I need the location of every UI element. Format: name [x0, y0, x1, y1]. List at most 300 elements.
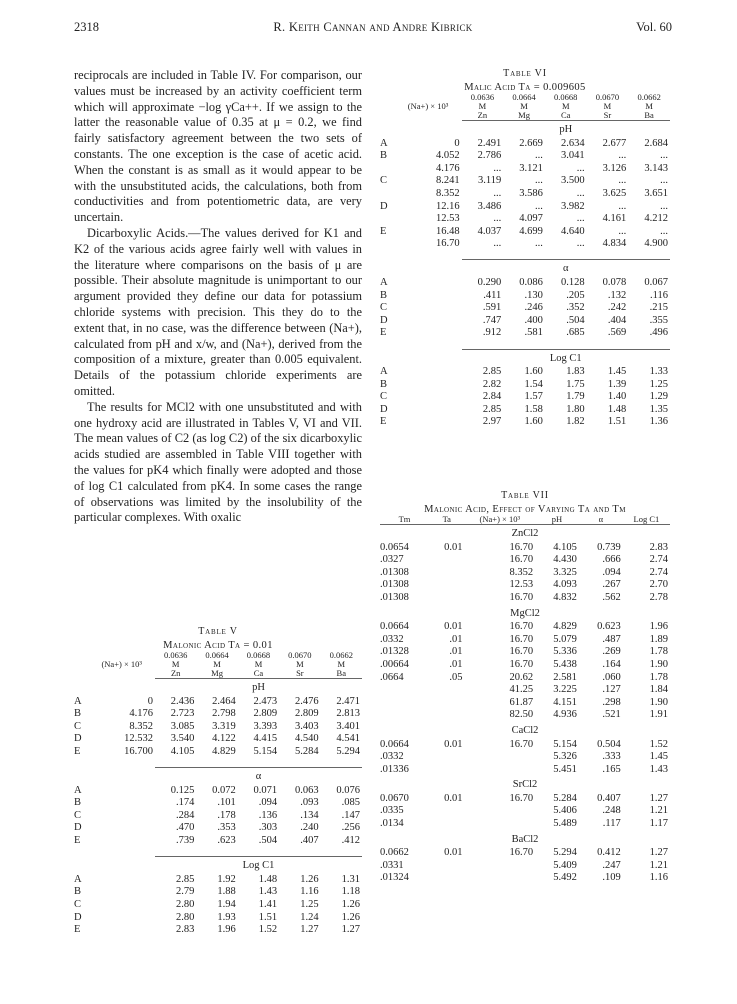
na-value [88, 835, 155, 848]
column-header [238, 651, 279, 679]
table-row [380, 213, 670, 226]
cell-value: 16.70 [509, 646, 534, 658]
table-row [380, 709, 670, 722]
table-row [380, 554, 670, 567]
cell-value: .01 [449, 658, 463, 670]
cell-value: 1.89 [649, 633, 668, 645]
cell-value: 1.83 [566, 366, 585, 378]
column-conc: 0.0664 [512, 92, 536, 102]
cell-value: 1.54 [524, 378, 543, 390]
cell-value: 5.406 [553, 805, 577, 817]
table-row [380, 391, 670, 404]
na-value: 12.16 [435, 200, 460, 212]
section-label: α [462, 260, 670, 277]
row-label: E [74, 745, 81, 757]
blank [74, 768, 88, 785]
na-value [394, 327, 461, 340]
column-header: Tm [380, 515, 429, 525]
column-metal: Mg [211, 668, 223, 678]
cell-value: 2.471 [336, 695, 360, 707]
cell-value: 2.809 [294, 708, 319, 720]
table-row [380, 315, 670, 328]
row-label: B [74, 886, 82, 898]
na-value: 16.48 [435, 225, 460, 237]
salt-label: CaCl2 [511, 724, 539, 736]
cell-value: .147 [341, 809, 360, 821]
cell-value: .01328 [380, 646, 409, 658]
cell-value: 0.290 [477, 277, 502, 289]
cell-value: 0.0670 [380, 792, 409, 804]
cell-value: 0.067 [644, 277, 668, 289]
cell-value: 16.70 [509, 541, 534, 553]
na-value [394, 391, 461, 404]
row-label [380, 163, 394, 176]
cell-value: 2.82 [482, 378, 502, 390]
cell-value: 1.26 [341, 911, 360, 923]
row-label-header [380, 93, 394, 121]
cell-value: .127 [602, 684, 621, 696]
cell-value: 4.151 [553, 696, 577, 708]
table-subtitle: Malonic Acid, Effect of Varying Ta and Tm [424, 504, 626, 515]
column-unit: M [561, 101, 570, 111]
row-label [380, 188, 394, 201]
cell-value: 1.48 [607, 403, 627, 415]
table-row [380, 634, 670, 647]
cell-value: 0.01 [444, 847, 463, 859]
cell-value: 0.0662 [380, 847, 409, 859]
cell-value: 3.586 [519, 187, 543, 199]
column-conc: 0.0636 [470, 92, 495, 102]
cell-value: .470 [176, 822, 195, 834]
cell-value: 16.70 [509, 554, 534, 566]
cell-value: 0.078 [602, 277, 627, 289]
cell-value: 5.489 [553, 818, 577, 830]
cell-value: .0664 [380, 671, 404, 683]
row-label: E [74, 924, 81, 936]
cell-value: 5.294 [553, 847, 577, 859]
salt-label: ZnCl2 [511, 528, 539, 539]
blank [380, 251, 394, 260]
cell-value: 2.97 [482, 416, 502, 428]
column-metal: Sr [603, 110, 612, 120]
blank [74, 679, 88, 696]
table-title: Table VII [501, 490, 549, 501]
cell-value: 2.786 [477, 150, 502, 162]
cell-value: .00664 [380, 658, 409, 670]
na-value [394, 379, 461, 392]
cell-value: 16.70 [509, 591, 534, 603]
table-row [380, 872, 670, 885]
paragraph: Dicarboxylic Acids.—The values derived for K1 and K2 of the various acids agree fairly well with values in the literature where comparisons on the basis of μ are possible. Their absolute magnitude is unimportant to our argument provided they define our data for potassium chloride systems with precision. This they do to the extent that, in no case, was the difference between (Na+), calculated from pH and x/w, and (Na+), derived from the composition of a mixture, greater than 0.005 equivalent. Details of the potassium chloride experiments are omitted. [74, 225, 362, 398]
na-value [394, 290, 461, 303]
cell-value: 2.634 [560, 137, 585, 149]
row-label: A [380, 366, 388, 378]
column-conc: 0.0670 [288, 650, 312, 660]
cell-value: .487 [602, 633, 621, 645]
blank [380, 121, 394, 138]
cell-value: 1.92 [217, 873, 236, 885]
salt-label: SrCl2 [512, 779, 538, 791]
cell-value: ... [576, 238, 585, 250]
salt-row [380, 605, 670, 622]
cell-value: 1.90 [649, 696, 668, 708]
cell-value: .178 [217, 809, 236, 821]
section-row [74, 857, 362, 874]
cell-value: 82.50 [509, 709, 534, 721]
cell-value [429, 872, 465, 885]
cell-value: 1.43 [258, 886, 278, 898]
cell-value: 4.415 [253, 733, 278, 745]
cell-value: .164 [602, 658, 621, 670]
cell-value: .407 [300, 835, 319, 847]
column-unit: M [171, 659, 180, 669]
row-label: C [74, 720, 82, 732]
cell-value: 4.212 [644, 213, 668, 225]
cell-value: 4.105 [170, 745, 195, 757]
running-header [74, 20, 672, 38]
cell-value [429, 805, 465, 818]
row-label: D [74, 733, 82, 745]
column-unit: M [603, 101, 612, 111]
cell-value [429, 697, 465, 710]
column-conc: 0.0670 [595, 92, 620, 102]
row-label: D [380, 403, 388, 415]
cell-value: 5.409 [553, 859, 577, 871]
row-label: B [74, 797, 82, 809]
na-value [88, 810, 155, 823]
cell-value: .247 [602, 859, 621, 871]
cell-value: 1.43 [649, 763, 668, 775]
row-label: C [74, 898, 82, 910]
cell-value [429, 554, 465, 567]
blank [74, 759, 88, 768]
spacer-row [74, 759, 362, 768]
na-value [394, 404, 461, 417]
cell-value: 2.80 [176, 911, 195, 923]
cell-value [429, 592, 465, 605]
row-label: D [380, 200, 388, 212]
table-row [380, 672, 670, 685]
cell-value: 16.70 [509, 792, 534, 804]
table-row [380, 793, 670, 806]
cell-value: 1.21 [649, 859, 668, 871]
cell-value: 0.128 [560, 277, 585, 289]
table-row [74, 924, 362, 937]
cell-value: 1.27 [649, 792, 668, 804]
column-unit: M [296, 659, 304, 669]
cell-value: 2.464 [212, 695, 236, 707]
table-row [380, 201, 670, 214]
column-unit: M [213, 659, 221, 669]
cell-value: .246 [524, 302, 543, 314]
cell-value: ... [660, 225, 668, 237]
cell-value: 0.072 [212, 784, 236, 796]
table-row [380, 327, 670, 340]
cell-value: 5.284 [553, 792, 577, 804]
blank [74, 848, 88, 857]
cell-value: 16.70 [509, 621, 534, 633]
cell-value: 2.84 [482, 391, 502, 403]
cell-value: .01308 [380, 579, 409, 591]
cell-value: 3.393 [253, 720, 278, 732]
cell-value: 4.093 [553, 579, 577, 591]
cell-value: 1.82 [566, 416, 585, 428]
cell-value: .747 [482, 314, 502, 326]
table-row [74, 708, 362, 721]
table-row [74, 899, 362, 912]
cell-value: 3.403 [294, 720, 319, 732]
cell-value: 1.75 [566, 378, 585, 390]
cell-value: ... [535, 150, 543, 162]
cell-value: .353 [217, 822, 236, 834]
cell-value: 3.119 [477, 175, 502, 187]
na-value: 12.53 [435, 213, 460, 225]
cell-value: 1.29 [649, 391, 668, 403]
column-header [587, 93, 629, 121]
cell-value: 1.78 [649, 671, 668, 683]
row-label-header [74, 651, 88, 679]
cell-value: ... [535, 175, 543, 187]
cell-value: .01336 [380, 763, 409, 775]
blank [380, 260, 394, 277]
paragraph: The results for MCl2 with one unsubstituted and with one hydroxy acid are illustrated in Tables V, VI and VII. The mean values of C2 (as log C2) of the six dicarboxylic acids studied are assembled in Table VIII together with the values for pK4 which finally were adopted and those of log C1 calculated from pK4. In some cases the range of observations was limited by the insolubility of the particular complexes. With oxalic [74, 399, 362, 525]
column-header [196, 651, 237, 679]
cell-value: ... [576, 213, 585, 225]
table-row [380, 277, 670, 290]
cell-value: .242 [607, 302, 627, 314]
row-label: A [380, 277, 388, 289]
table-row [74, 797, 362, 810]
cell-value [429, 818, 465, 831]
cell-value: 0.01 [444, 621, 463, 633]
spacer-row [380, 340, 670, 349]
cell-value: 1.79 [566, 391, 585, 403]
table-title: Table V [198, 626, 238, 637]
cell-value: 2.83 [649, 541, 668, 553]
na-value [88, 785, 155, 798]
cell-value: 5.326 [553, 751, 577, 763]
cell-value: 16.70 [509, 738, 534, 750]
section-label: pH [155, 679, 362, 696]
column-conc: 0.0668 [246, 650, 271, 660]
column-header: α [579, 515, 623, 525]
cell-value: .496 [649, 327, 668, 339]
cell-value: .01 [449, 646, 463, 658]
cell-value: 1.25 [300, 898, 319, 910]
cell-value: 3.500 [560, 175, 585, 187]
column-header [279, 651, 320, 679]
row-label: A [380, 137, 388, 149]
cell-value: 2.476 [294, 695, 319, 707]
cell-value: ... [618, 175, 627, 187]
header-row [380, 515, 670, 525]
cell-value: 2.74 [649, 566, 668, 578]
cell-value: .256 [341, 822, 360, 834]
cell-value: 2.85 [176, 873, 195, 885]
table-title: Table VI [503, 68, 547, 79]
cell-value: .352 [566, 302, 585, 314]
cell-value: 4.900 [644, 238, 668, 250]
blank [74, 857, 88, 874]
table-row [74, 912, 362, 925]
cell-value: .136 [258, 809, 278, 821]
table-row [380, 238, 670, 251]
cell-value: 0.01 [444, 792, 463, 804]
salt-row [380, 831, 670, 848]
cell-value: ... [493, 238, 502, 250]
cell-value: .0332 [380, 751, 404, 763]
blank [394, 349, 461, 366]
cell-value: 0.01 [444, 738, 463, 750]
cell-value: 0.086 [519, 277, 543, 289]
cell-value: .01 [449, 633, 463, 645]
cell-value: .685 [566, 327, 585, 339]
cell-value: 5.154 [253, 745, 278, 757]
table-row [74, 721, 362, 734]
cell-value: 1.26 [341, 898, 360, 910]
cell-value [429, 684, 465, 697]
table-row [380, 860, 670, 873]
header-row [380, 93, 670, 121]
cell-value: 1.93 [217, 911, 236, 923]
section-row [380, 260, 670, 277]
cell-value [429, 709, 465, 722]
na-header: (Na+) × 10³ [407, 101, 449, 112]
cell-value: .739 [176, 835, 195, 847]
blank [394, 121, 461, 138]
cell-value: .109 [602, 872, 621, 884]
table-vii [380, 490, 670, 885]
column-conc: 0.0636 [164, 650, 188, 660]
cell-value: 0.076 [336, 784, 360, 796]
cell-value: 2.491 [477, 137, 502, 149]
cell-value: 3.540 [170, 733, 195, 745]
cell-value: .060 [602, 671, 621, 683]
cell-value: 2.83 [176, 924, 195, 936]
cell-value: 1.58 [524, 403, 543, 415]
cell-value: 5.294 [336, 745, 360, 757]
cell-value: 0.0664 [380, 621, 409, 633]
cell-value: 4.936 [553, 709, 577, 721]
cell-value: .165 [602, 763, 621, 775]
cell-value: 0.071 [253, 784, 278, 796]
header-row [74, 651, 362, 679]
table-row [380, 805, 670, 818]
column-header: pH [535, 515, 579, 525]
cell-value: ... [493, 187, 502, 199]
cell-value: 1.26 [300, 873, 319, 885]
na-value [88, 874, 155, 887]
table-row [380, 847, 670, 860]
blank [380, 340, 394, 349]
cell-value: .912 [482, 327, 502, 339]
cell-value: 2.85 [482, 403, 502, 415]
column-metal: Ca [561, 110, 571, 120]
na-value: 4.052 [435, 150, 460, 162]
na-value [88, 886, 155, 899]
cell-value: 1.21 [649, 805, 668, 817]
cell-value: 0.623 [597, 621, 621, 633]
table-row [380, 542, 670, 555]
na-value [88, 899, 155, 912]
cell-value: 4.105 [553, 541, 577, 553]
column-header [321, 651, 362, 679]
cell-value: 4.640 [560, 225, 585, 237]
cell-value [380, 709, 429, 722]
cell-value: .248 [602, 805, 621, 817]
cell-value: .215 [649, 302, 668, 314]
cell-value: 1.51 [607, 416, 627, 428]
section-row [380, 121, 670, 138]
na-value [88, 924, 155, 937]
column-unit: M [254, 659, 263, 669]
cell-value: 4.540 [294, 733, 319, 745]
row-label: B [380, 378, 388, 390]
cell-value: .01308 [380, 591, 409, 603]
section-row [74, 768, 362, 785]
na-value [88, 822, 155, 835]
cell-value: 0.063 [294, 784, 319, 796]
cell-value: .298 [602, 696, 621, 708]
salt-row [380, 525, 670, 542]
running-head-authors: R. Keith Cannan and Andre Kibrick [273, 20, 473, 34]
cell-value: 0.125 [170, 784, 195, 796]
table-row [380, 138, 670, 151]
row-label: D [380, 314, 388, 326]
cell-value: .591 [482, 302, 502, 314]
cell-value: ... [618, 150, 627, 162]
na-value [88, 797, 155, 810]
table-row [380, 150, 670, 163]
cell-value: 0.0654 [380, 541, 409, 553]
cell-value: 1.36 [649, 416, 668, 428]
cell-value: 3.401 [336, 720, 360, 732]
cell-value [429, 751, 465, 764]
table-row [74, 733, 362, 746]
cell-value: 2.70 [649, 579, 668, 591]
cell-value: 2.74 [649, 554, 668, 566]
salt-row [380, 776, 670, 793]
na-value: 8.352 [435, 187, 460, 199]
cell-value: 3.225 [553, 684, 577, 696]
cell-value: 3.041 [560, 150, 585, 162]
cell-value: 1.16 [300, 886, 319, 898]
row-label: B [380, 150, 388, 162]
section-row [380, 349, 670, 366]
blank [380, 349, 394, 366]
cell-value: 1.31 [341, 873, 360, 885]
cell-value: 1.17 [649, 818, 668, 830]
cell-value: ... [535, 200, 543, 212]
cell-value: 1.57 [524, 391, 543, 403]
cell-value: 3.143 [644, 162, 668, 174]
cell-value: 3.325 [553, 566, 577, 578]
cell-value: .623 [217, 835, 236, 847]
cell-value: 5.079 [553, 633, 577, 645]
row-label: B [380, 289, 388, 301]
column-header [503, 93, 545, 121]
cell-value: 0.0664 [380, 738, 409, 750]
blank [88, 857, 155, 874]
cell-value: .0327 [380, 554, 404, 566]
cell-value: ... [618, 200, 627, 212]
column-header [628, 93, 670, 121]
blank [394, 260, 461, 277]
column-metal: Ba [336, 668, 346, 678]
section-label: Log C1 [155, 857, 362, 874]
cell-value: .0331 [380, 859, 404, 871]
cell-value: 1.52 [649, 738, 668, 750]
